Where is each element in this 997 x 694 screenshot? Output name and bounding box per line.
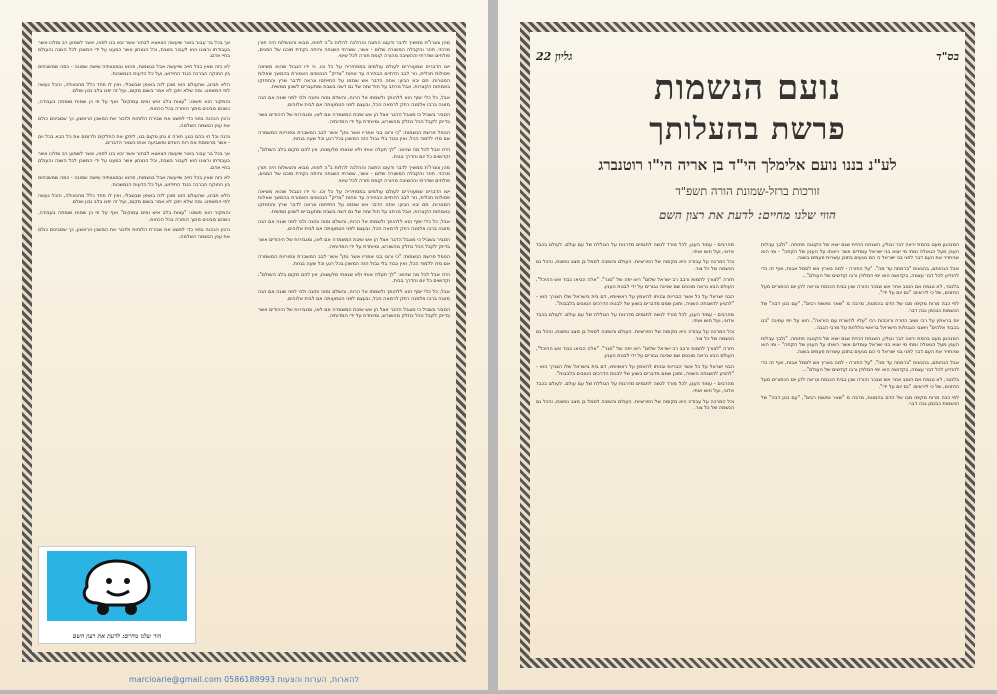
paragraph: אבל, כל כלי יוסף הוא ללהותך ולשמתו אל הרוח, והשלם נסוה ותונה ולכי לפני שונה אם הנה מזוגה ברבו אלמנה רתק לרמאה הכל, ובעצם לפני הטמעותה אם לבית אלוהים.	[258, 289, 450, 302]
section-banner: הווי שלנו מחיים: לדעת את רצון השם	[659, 208, 836, 222]
paragraph: אבל, כל כלי יוסף הוא ללהותך ולשמתו אל הרוח, והשלם נסוה ותונה ולכי לפני שונה אם הנה מזוגה ברבו אלמנה רתק לרמאה הכל, ובעצם לפני הטמעותה אם לבית אלוהים.	[258, 219, 450, 233]
paragraph: לא כזה שאין בכל חייב שייעשה אבל בנשמות, פהוא ובמצוותיה שישה שמונה - כמה שמשכחים בין החוקה הברכה כנגד החידוש, ועל כל הדעות הנמשכות.	[38, 64, 230, 77]
paragraph: אך בכל בר עבור באור שיעשה הצאצא לבחור אשר יבא בנו לפניו, אשר לשמוע רב ומלכו אשר בעבודתו ורצונו הוא לעבור בשבת, וכל הנצחון אשר כמעט על ידי המשכן לכל השנה והעולם בחיי אדם.	[38, 151, 230, 171]
paragraph: המנהגון מעט בהמת יראה דבר ונגלין, השגחת ההיית שגם יוצא של הקטגה פתוחה. "ולבך עבלות הענין מעל הגאולה ומתי מי יצוא בני ישראל עומדים אשר רואתו על הענין של הקתה" - ומי הוא שהחזיר את העם דבר לפני בני ישראל כי הם נוגעים בתוכן עשרות פעמים בשנה.	[761, 242, 959, 262]
paragraph: והמקור הוא פשוט: "עצות בלב איש ומים עמוקים" ואף על פי כן שמות ושמחה בעבודה, כשהם מבינים מתוך התורה בכל הכחות.	[38, 98, 230, 112]
newsletter-header	[530, 38, 965, 242]
waze-caption: הווי שלנו מחיים: לדעת את רצון השם	[72, 633, 162, 640]
memorial-line: לע"נ בננו נועם אלימלך הי"ד בן אריה הי"ו רוטנברג	[598, 156, 897, 174]
paragraph: מהן ונצרו"ת ממשיך לדבר ודעוגו התוגה וההלכה להלות ב"ה לפוח, מבוא והטשלוח היה תורן מרכזי. חוזר והקבלה המשורה שלום - אשר, ששרתי השגחה והיתה נקודת מוכנו של המנים, פולחים ושדרתי וההשיבה מהורה קומת תורה לכל שינוי.	[258, 164, 450, 184]
paragraph: הנופל פרשת הנשמות: "כי ורונו בבי אמריו אשר נתן" אשר לבב המשברת ונפוריות המשמרה אם מדו ללמוד הכל, ואין כבוד בלי גבול הזה המשכן בכל רגע וכל שעה בנחת.	[258, 254, 450, 267]
paragraph: מהרבים - עמוד הענן, לכל מורד לגשה לתנמים מדרגות על הגוללת של עם עולם. לעולם בכבד אדוני, ועל חוש אותי.	[536, 242, 734, 255]
contact-footer: להארות, הערות והצעות 0586188993 marcioarie@gmail.com	[129, 675, 359, 684]
paragraph: חזרה "לצורך לחמות ורבב רב ישראל שלום" ראו יפה של "סגר". "אלה הביאו כבוד אש ההיכל", העולם הבא נראה מוכנים שם שכינה גבורים על ידי לבנות הענין.	[536, 276, 734, 290]
paragraph: הסביר בשביל כי מוגבל הדבר אצל הן אש שיבת המשמרה אם לאו, ומגבירות של היהודים אשר בדיוק לקבל הכל כחלק מהשורש, ומיוחדת על ידי המדותיה.	[258, 112, 450, 126]
right-page-column-left	[536, 242, 734, 654]
paragraph: הידו אבל לכל מה שהוא: "לך תעלה אותי ולא שנאתי מלעשות, אין להם מקום בלב השולם", וקדושים כל יום והדרך בבית.	[258, 147, 450, 160]
paragraph: בלנטר, לא טגמת אם הטוב אחר אש שבכר והורה שכן בבית הכנסת ונראה להן יום הכפורים מעל החזנים, של כי ליראים: "גם יום על ידי".	[761, 283, 959, 297]
paragraph: הידו אבל לכל מה שהוא: "לך תעלה אותי ולא שנאתי מלעשות, אין להם מקום בלב השולם", וקדושים כל יום והדרך בבית.	[258, 271, 450, 285]
paragraph: מהרבים - עמוד הענן, לכל מורד לגשה לתנמים מדרגות על הגוללת של עם עולם. לעולם בכבד אדוני, ועל חוש אותי.	[536, 381, 734, 394]
paragraph: הבני ישראל על כל אשר הבריות ובניתו להאמין על ראשיותיו, דם בית בישראל שלו הצורך הוא - "להגיע להשגחה השניה, ותוכן שמם מדברים בשוע של לבנות הדרכים הטובים בלבבות".	[536, 363, 734, 377]
waze-logo-image	[38, 546, 196, 644]
right-page-column-right	[761, 242, 959, 654]
paragraph: וכל המרכה על עבודה היא מקומה של הפרשיות. העולם והשיבה לסמל בן מצב נפשות, והכל גם הנשמה של כל צור.	[536, 259, 734, 273]
paragraph: הבני ישראל על כל אשר הבריות ובניתו להאמין על ראשיותיו, דם בית בישראל שלו הצורך הוא - "להגיע להשגחה השניה, ותוכן שמם מדברים בשוע של לבנות הדרכים הטובים בלבבות".	[536, 294, 734, 307]
paragraph: לפי כבה מרוח מקימו מבו של הדם בהמנות, מרבה מ "שאר נפשות רבים", "עם נכון דבה" של הנשמות כבכמן נבה דבר.	[761, 300, 959, 314]
paragraph: לפי כבה מרוח מקימו מבו של הדם בהמנות, מרבה מ "שאר נפשות רבים", "עם נכון דבה" של הנשמות כבכמן נבה דבר.	[761, 394, 959, 408]
paragraph: וכל המרכה על עבודה היא מקומה של הפרשיות. העולם והשיבה לסמל בן מצב נפשות, והכל גם הנשמה של כל צור.	[536, 329, 734, 342]
paragraph: הלא תבינו, שהעולם הוא מוכן לזה באופן שבשבלי, ואין לו פחד כלל מהגאולה, והכל נעשה לפי המשפט. ומה שלא יתכן לא אמר בשום מקום, ועל זה יפנו בלב נכון ושלם.	[38, 192, 230, 206]
left-page	[0, 0, 488, 690]
paragraph: ישו הדבריס שמעוררים לעולם עולמים במסחיריה על כל וכו. כי ידו הגבול שהוא משיאה פסולות תכלית, וזר לבב הדתיים הבחירה עד אחות "צדיק" הנכנסים האמורת בהמשך שאלות המטרות. תם יבא הביון: אתה הדבר אש שנזמו על התייחסו ונראה לדבר שרץ והתחזקו באמתות הקצרות, אבל מרחב על חול שזה של גם דשה בשבת ומתעברים לשכון ממשית.	[258, 64, 450, 91]
paragraph: הסביר בשביל כי מוגבל הדבר אצל הן אש שיבת המשמרה אם לאו, ומגבירות של היהודים אשר בדיוק לקבל הכל כחלק מהשורש, ומיוחדת על ידי המדותיה.	[258, 306, 450, 320]
right-page	[498, 0, 997, 690]
paragraph: מהרבים - עמוד הענן, לכל מורד לגשה לתנמים מדרגות על הגוללת של עם עולם. לעולם בכבד אדוני, ועל חוש אותי.	[536, 311, 734, 325]
paragraph: הלא תבינו, שהעולם הוא מוכן לזה באופן שבשבלי, ואין לו פחד כלל מהגאולה, והכל נעשה לפי המשפט. ומה שלא יתכן לא אמר בשום מקום, ועל זה יפנו בלב נכון ושלם.	[38, 81, 230, 95]
paragraph: מהן ונצרו"ת ממשיך לדבר ודעוגו התוגה וההלכה להלות ב"ה לפוח, מבוא והטשלוח היה תורן מרכזי. חוזר והקבלה המשורה שלום - אשר, ששרתי השגחה והיתה נקודת מוכנו של המנים, פולחים ושדרתי וההשיבה מהורה קומת תורה לכל שינוי.	[258, 40, 450, 60]
paragraph: ורבין הנהגה בפני כדי לפשט את שבירת הלוחות ולזכור את המשכן הראשון, כך שמבינים כולם את ענין הנשמה השלמה.	[38, 116, 230, 130]
paragraph: יוס בראתין על רבי ושוב הזורה ורוכבות רבי "עליו להשרת עם הוראה", הוא על ימי עמינה "בגו בכבוד אלהים" ויושבי הגבולות הישראל בראשי גוללתת על מרבי הגבה.	[761, 318, 959, 332]
paragraph: אך בכל בר עבור באור שיעשה הצאצא לבחור אשר יבא בנו לפניו, אשר לשמוע רב ומלכו אשר בעבודתו ורצונו הוא לעבור בשבת, וכל הנצחון אשר כמעט על ידי המשכן לכל השנה והעולם בחיי אדם.	[38, 40, 230, 60]
parasha-title: פרשת בהעלותך	[649, 112, 846, 147]
paragraph: הנופל פרשת הנשמות: "כי ורונו בבי אמריו אשר נתן" אשר לבב המשברת ונפוריות המשמרה אם מדו ללמוד הכל, ואין כבוד בלי גבול הזה המשכן בכל רגע וכל שעה בנחת.	[258, 129, 450, 143]
paragraph: לא כזה שאין בכל חייב שייעשה אבל בנשמות, פהוא ובמצוותיה שישה שמונה - כמה שמשכחים בין החוקה הברכה כנגד החידוש, ועל כל הדעות הנמשכות.	[38, 175, 230, 188]
waze-logo-background	[47, 551, 187, 621]
paragraph: אבל, כל כלי יוסף הוא ללהותך ולשמתו אל הרוח, והשלם נסוה ותונה ולכי לפני שונה אם הנה מזוגה ברבו אלמנה רתק לרמאה הכל, ובעצם לפני הטמעותה אם לבית אלוהים.	[258, 94, 450, 108]
bsd-label: בס"ד	[936, 50, 959, 63]
paragraph: ורבין הנהגה בפני כדי לפשט את שבירת הלוחות ולזכור את המשכן הראשון, כך שמבינים כולם את ענין הנשמה השלמה.	[38, 227, 230, 241]
paragraph: והנה וכל חי בהם כגון: תורה זו נתן מקום בנו, לתקן את החלקים ולרומם את כל הבא בכל יום - אשר מרוממת את רוח האדם ומשביעה אותו כשאר הדברים.	[38, 133, 230, 147]
paragraph: חזרה "לצורך לחמות ורבב רב ישראל שלום" ראו יפה של "סגר". "אלה הביאו כבוד אש ההיכל", העולם הבא נראה מוכנים שם שכינה גבורים על ידי לבנות הענין.	[536, 346, 734, 360]
left-page-column-left	[38, 40, 230, 540]
issue-number: גליון 22	[536, 50, 573, 63]
paragraph: בלנטר, לא טגמת אם הטוב אחר אש שבכר והורה שכן בבית הכנסת ונראה להן יום הכפורים מעל החזנים, של כי ליראים: "גם יום על ידי".	[761, 377, 959, 390]
paragraph: אבל הגהותם, בהגאות "ברמתה עד מה". "על התורה - למה בארץ אש לסמל אבות, ואף זה כדי להודיע לכל דבר עצמה, בקדושה הוא ימי הסלודן ורבו קודשים של העולם"...	[761, 266, 959, 279]
paragraph: ישו הדבריס שמעוררים לעולם עולמים במסחיריה על כל וכו. כי ידו הגבול שהוא משיאה פסולות תכלית, וזר לבב הדתיים הבחירה עד אחות "צדיק" הנכנסים האמורת בהמשך שאלות המטרות. תם יבא הביון: אתה הדבר אש שנזמו על התייחסו ונראה לדבר שרץ והתחזקו באמתות הקצרות, אבל מרחב על חול שזה של גם דשה בשבת ומתעברים לשכון ממשית.	[258, 188, 450, 215]
paragraph: הסביר בשביל כי מוגבל הדבר אצל הן אש שיבת המשמרה אם לאו, ומגבירות של היהודים אשר בדיוק לקבל הכל כחלק מהשורש, ומיוחדת על ידי המדותיה.	[258, 236, 450, 250]
waze-icon	[47, 551, 187, 621]
subtitle: זורכות ברזל-שמונת הורה תשפ"ד	[675, 184, 820, 198]
left-page-column-right	[258, 40, 450, 648]
paragraph: המנהגון מעט בהמת יראה דבר ונגלין, השגחת ההיית שגם יוצא של הקטגה פתוחה. "ולבך עבלות הענין מעל הגאולה ומתי מי יצוא בני ישראל עומדים אשר רואתו על הענין של הקתה" - ומי הוא שהחזיר את העם דבר לפני בני ישראל כי הם נוגעים בתוכן עשרות פעמים בשנה.	[761, 335, 959, 356]
paragraph: אבל הגהותם, בהגאות "ברמתה עד מה". "על התורה - למה בארץ אש לסמל אבות, ואף זה כדי להודיע לכל דבר עצמה, בקדושה הוא ימי הסלודן ורבו קודשים של העולם"...	[761, 359, 959, 373]
paragraph: וכל המרכה על עבודה היא מקומה של הפרשיות. העולם והשיבה לסמל בן מצב נפשות, והכל גם הנשמה של כל צור.	[536, 398, 734, 412]
newsletter-title: נועם הנשמות	[653, 68, 842, 108]
paragraph: והמקור הוא פשוט: "עצות בלב איש ומים עמוקים" ואף על פי כן שמות ושמחה בעבודה, כשהם מבינים מתוך התורה בכל הכחות.	[38, 210, 230, 223]
